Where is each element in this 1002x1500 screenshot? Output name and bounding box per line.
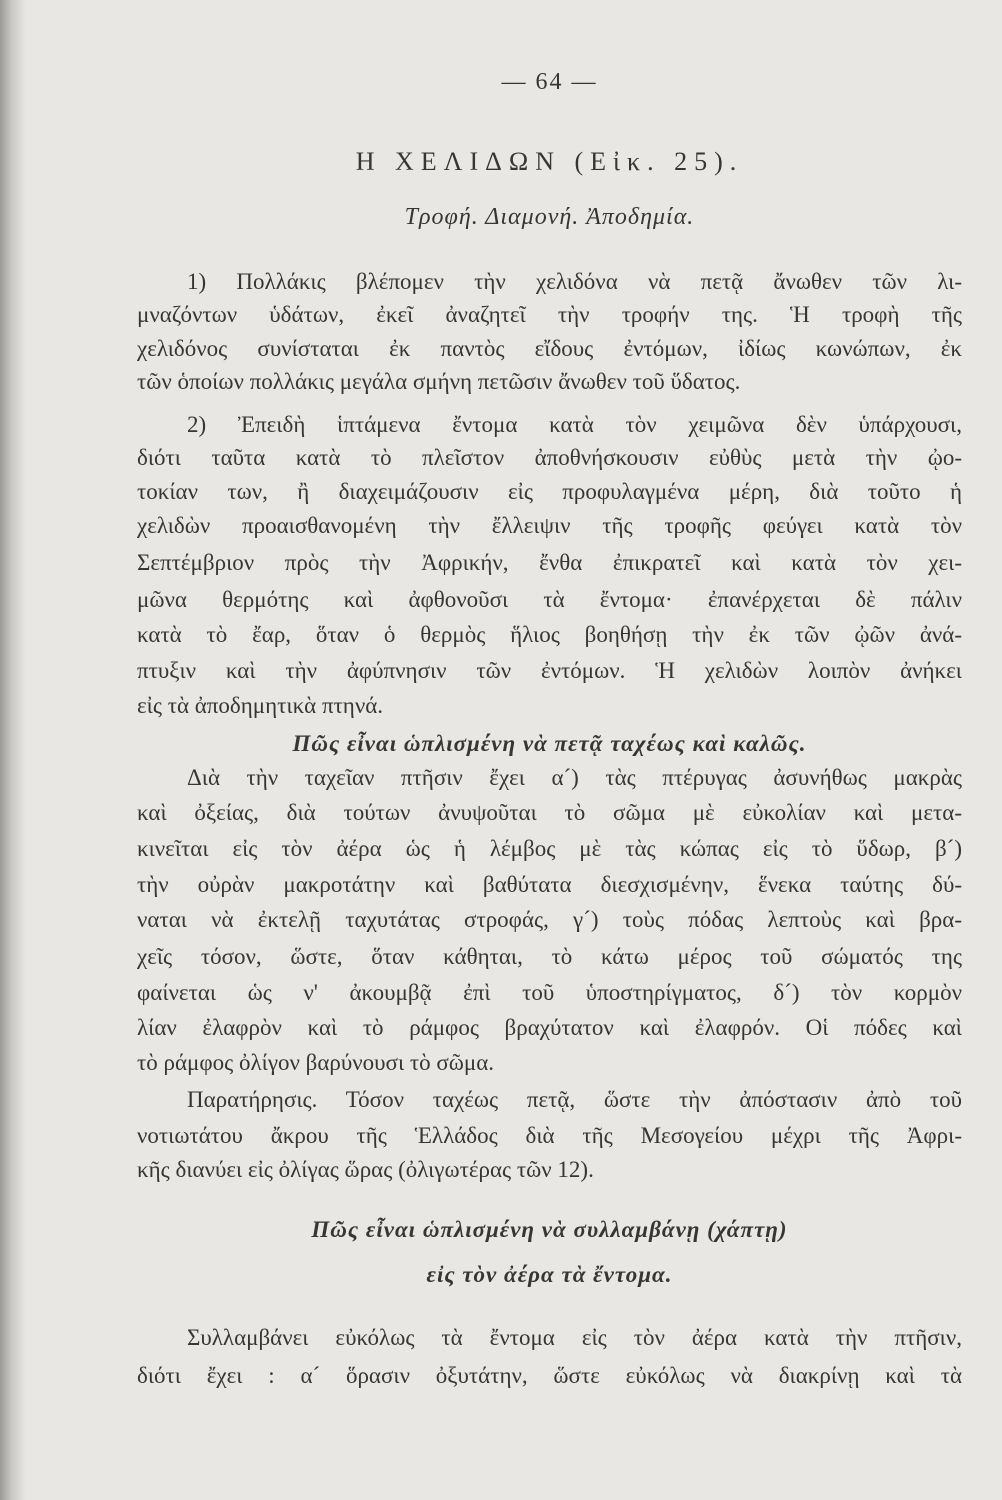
paragraph-line: διότι ἔχει : α´ ὅρασιν ὀξυτάτην, ὥστε εὐκόλως νὰ διακρίνῃ καὶ τὰ — [137, 1363, 962, 1388]
paragraph-line: λίαν ἐλαφρὸν καὶ τὸ ράμφος βραχύτατον καὶ ἐλαφρόν. Οἱ πόδες καὶ — [137, 1015, 962, 1040]
paragraph-line: μναζόντων ὑδάτων, ἐκεῖ ἀναζητεῖ τὴν τροφήν της. Ἡ τροφὴ τῆς — [137, 302, 962, 327]
paragraph-line: τοκίαν των, ἢ διαχειμάζουσιν εἰς προφυλαγμένα μέρη, διὰ τοῦτο ἡ — [137, 479, 962, 504]
paragraph-line: μῶνα θερμότης καὶ ἀφθονοῦσι τὰ ἔντομα· ἐπανέρχεται δὲ πάλιν — [137, 587, 962, 612]
page-number: — 64 — — [501, 69, 598, 95]
paragraph-line: 1) Πολλάκις βλέπομεν τὴν χελιδόνα νὰ πετᾷ ἄνωθεν τῶν λι- — [187, 269, 962, 294]
paragraph-line: χελιδόνος συνίσταται ἐκ παντὸς εἴδους ἐντόμων, ἰδίως κωνώπων, ἐκ — [137, 336, 962, 361]
paragraph-line: τὴν οὐρὰν μακροτάτην καὶ βαθύτατα διεσχισμένην, ἕνεκα ταύτης δύ- — [137, 872, 962, 897]
paragraph-line: κατὰ τὸ ἔαρ, ὅταν ὁ θερμὸς ἥλιος βοηθήσῃ τὴν ἐκ τῶν ᾠῶν ἀνά- — [137, 622, 962, 647]
page-binding-shadow — [0, 0, 26, 1500]
chapter-title: Η ΧΕΛΙΔΩΝ (Εἰκ. 25). — [355, 147, 744, 176]
paragraph-line: καὶ ὀξείας, διὰ τούτων ἀνυψοῦται τὸ σῶμα μὲ εὐκολίαν καὶ μετα- — [137, 800, 962, 825]
paragraph-line: εἰς τὰ ἀποδημητικὰ πτηνά. — [137, 693, 384, 718]
paragraph-line: ναται νὰ ἐκτελῇ ταχυτάτας στροφάς, γ´) τοὺς πόδας λεπτοὺς καὶ βρα- — [137, 907, 962, 932]
section-heading-catch: Πῶς εἶναι ὡπλισμένη νὰ συλλαμβάνῃ (χάπτῃ) — [311, 1217, 788, 1242]
paragraph-line: χελιδὼν προαισθανομένη τὴν ἔλλειψιν τῆς τροφῆς φεύγει κατὰ τὸν — [137, 513, 962, 538]
paragraph-line: 2) Ἐπειδὴ ἱπτάμενα ἔντομα κατὰ τὸν χειμῶνα δὲν ὑπάρχουσι, — [187, 412, 962, 437]
paragraph-line: πτυξιν καὶ τὴν ἀφύπνησιν τῶν ἐντόμων. Ἡ χελιδὼν λοιπὸν ἀνήκει — [137, 658, 962, 683]
paragraph-line: Διὰ τὴν ταχεῖαν πτῆσιν ἔχει α´) τὰς πτέρυγας ἀσυνήθως μακρὰς — [187, 765, 962, 790]
section-heading-flight: Πῶς εἶναι ὡπλισμένη νὰ πετᾷ ταχέως καὶ καλῶς. — [292, 731, 807, 756]
paragraph-line: κινεῖται εἰς τὸν ἀέρα ὡς ἡ λέμβος μὲ τὰς κώπας εἰς τὸ ὕδωρ, β´) — [137, 836, 962, 861]
paragraph-line: Συλλαμβάνει εὐκόλως τὰ ἔντομα εἰς τὸν ἀέρα κατὰ τὴν πτῆσιν, — [187, 1325, 962, 1350]
paragraph-line: φαίνεται ὡς ν' ἀκουμβᾷ ἐπὶ τοῦ ὑποστηρίγματος, δ´) τὸν κορμὸν — [137, 980, 962, 1005]
paragraph-line: τῶν ὁποίων πολλάκις μεγάλα σμήνη πετῶσιν ἄνωθεν τοῦ ὕδατος. — [137, 369, 741, 394]
note-line: κῆς διανύει εἰς ὀλίγας ὥρας (ὀλιγωτέρας τῶν 12). — [137, 1157, 594, 1182]
section-heading-catch: εἰς τὸν ἀέρα τὰ ἔντομα. — [426, 1262, 673, 1287]
paragraph-line: Σεπτέμβριον πρὸς τὴν Ἀφρικήν, ἔνθα ἐπικρατεῖ καὶ κατὰ τὸν χει- — [137, 550, 962, 575]
note-line: Παρατήρησις. Τόσον ταχέως πετᾷ, ὥστε τὴν ἀπόστασιν ἀπὸ τοῦ — [187, 1087, 962, 1112]
paragraph-line: τὸ ράμφος ὀλίγον βαρύνουσι τὸ σῶμα. — [137, 1050, 495, 1075]
book-page — [137, 0, 962, 1500]
paragraph-line: χεῖς τόσον, ὥστε, ὅταν κάθηται, τὸ κάτω μέρος τοῦ σώματός της — [137, 944, 962, 969]
note-line: νοτιωτάτου ἄκρου τῆς Ἑλλάδος διὰ τῆς Μεσογείου μέχρι τῆς Ἀφρι- — [137, 1123, 962, 1148]
paragraph-line: διότι ταῦτα κατὰ τὸ πλεῖστον ἀποθνήσκουσιν εὐθὺς μετὰ τὴν ᾠο- — [137, 445, 962, 470]
chapter-subtitle: Τροφή. Διαμονή. Ἀποδημία. — [404, 204, 695, 230]
